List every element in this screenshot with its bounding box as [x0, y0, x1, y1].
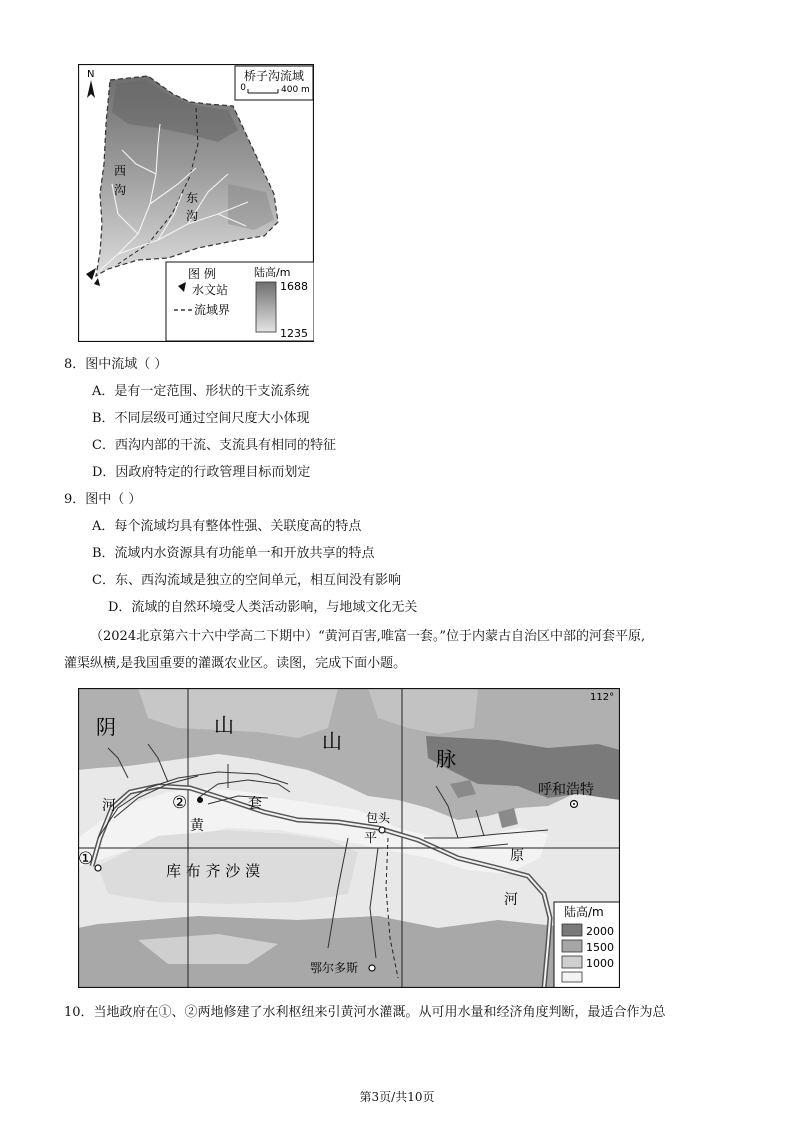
label-shan-2: 山	[322, 729, 342, 753]
label-site-2: ②	[172, 793, 188, 813]
legend-station: 水文站	[192, 283, 229, 297]
legend-boundary: 流域界	[194, 303, 231, 317]
ordos-marker	[369, 965, 375, 971]
site1-marker	[95, 865, 101, 871]
q8-option-c[interactable]: C．西沟内部的干流、支流具有相同的特征	[92, 438, 336, 453]
label-mai: 脉	[436, 747, 456, 771]
q8-stem: 8．图中流域（ ）	[64, 357, 168, 372]
label-he-right: 河	[504, 892, 518, 908]
q10-stem: 10．当地政府在①、②两地修建了水利枢纽来引黄河水灌溉。从可用水量和经济角度判断，最适合作为总	[64, 1005, 666, 1020]
east-gully-label: 沟	[186, 209, 199, 223]
watershed-map	[78, 64, 314, 342]
q8-option-b[interactable]: B．不同层级可通过空间尺度大小体现	[92, 411, 310, 426]
east-gully-label: 东	[186, 191, 199, 205]
label-site-1: ①	[78, 849, 94, 869]
label-hohhot: 呼和浩特	[538, 782, 594, 798]
intro-line-2: 灌渠纵横,是我国重要的灌溉农业区。读图，完成下面小题。	[64, 656, 407, 671]
elev-min: 1235	[280, 327, 308, 340]
q9-option-c[interactable]: C．东、西沟流域是独立的空间单元，相互间没有影响	[92, 573, 401, 588]
elev-title: 陆高/m	[254, 266, 291, 279]
q9-stem: 9．图中（ ）	[64, 492, 142, 507]
label-yuan: 原	[510, 848, 524, 864]
q9-option-b[interactable]: B．流域内水资源具有功能单一和开放共享的特点	[92, 546, 375, 561]
q8-option-a[interactable]: A．是有一定范围、形状的干支流系统	[92, 384, 310, 399]
page-number: 第3页/共10页	[359, 1090, 435, 1104]
label-yin: 阴	[96, 715, 116, 739]
elev-swatch-low	[562, 972, 582, 982]
label-baotou: 包头	[366, 811, 391, 825]
site2-marker	[197, 797, 203, 803]
elev-ramp	[256, 282, 276, 332]
elev-label-2000: 2000	[586, 925, 614, 938]
west-gully-label: 西	[114, 164, 127, 178]
elev-max: 1688	[280, 280, 308, 293]
hohhot-marker-dot	[573, 803, 575, 805]
north-label: N	[87, 69, 95, 80]
elev-swatch-2000	[562, 924, 582, 936]
label-huang: 黄	[190, 818, 204, 834]
baotou-marker	[379, 827, 385, 833]
label-shan-1: 山	[214, 713, 234, 737]
west-gully-label: 沟	[114, 183, 127, 197]
hetao-plain-map	[78, 688, 620, 988]
q9-option-a[interactable]: A．每个流域均具有整体性强、关联度高的特点	[92, 519, 362, 534]
label-ping: 平	[364, 831, 378, 846]
q8-option-d[interactable]: D．因政府特定的行政管理目标而划定	[92, 465, 311, 480]
elev-label-1500: 1500	[586, 941, 614, 954]
label-ordos: 鄂尔多斯	[310, 961, 359, 975]
label-tao: 套	[248, 796, 262, 812]
ordos-plateau	[78, 916, 556, 988]
scale-zero: 0	[240, 83, 246, 93]
intro-line-1: （2024北京第六十六中学高二下期中）“黄河百害,唯富一套。”位于内蒙古自治区中部的河套平原,	[90, 629, 646, 644]
label-he-left: 河	[102, 798, 116, 814]
map2-elev-title: 陆高/m	[564, 905, 604, 919]
map1-title: 桥子沟流域	[243, 69, 305, 83]
q9-option-d[interactable]: D．流域的自然环境受人类活动影响，与地域文化无关	[108, 600, 418, 615]
elev-label-1000: 1000	[586, 957, 614, 970]
elev-swatch-1000	[562, 956, 582, 968]
legend-title: 图 例	[188, 267, 216, 281]
label-longitude: 112°	[590, 692, 615, 703]
label-kubuqi-desert: 库 布 齐 沙 漠	[166, 862, 261, 880]
elev-swatch-1500	[562, 940, 582, 952]
scale-value: 400 m	[281, 85, 310, 95]
